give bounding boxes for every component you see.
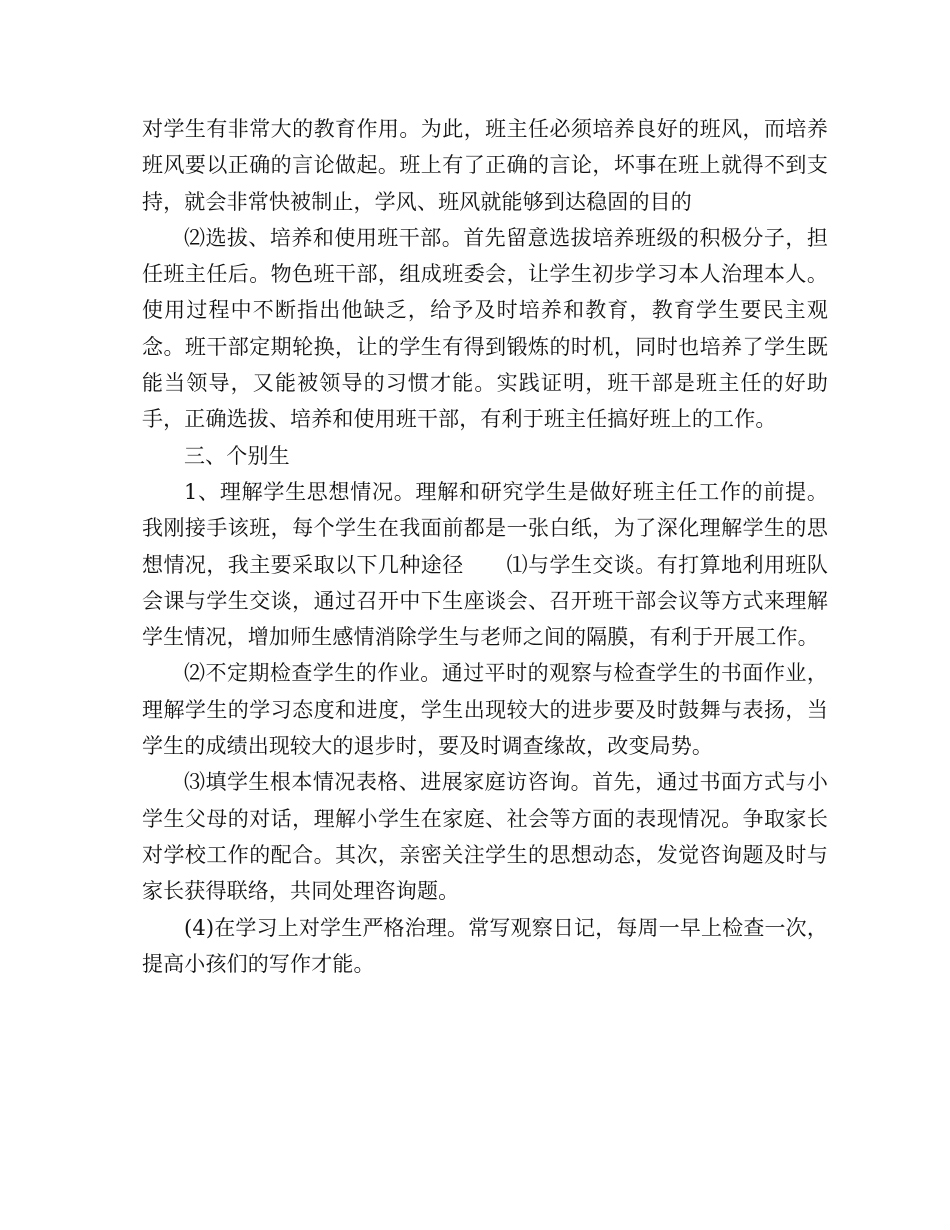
paragraph-class-atmosphere: 对学生有非常大的教育作用。为此，班主任必须培养良好的班风，而培养班风要以正确的言论做起。班上有了正确的言论，坏事在班上就得不到支持，就会非常快被制止，学风、班风就能够到达稳固的目的 <box>142 117 828 214</box>
paragraph-check-homework: ⑵不定期检查学生的作业。通过平时的观察与检查学生的书面作业，理解学生的学习态度和进度，学生出现较大的进步要及时鼓舞与表扬，当学生的成绩出现较大的退步时，要及时调查缘故，改变局势。 <box>142 661 828 759</box>
paragraph-class-cadres: ⑵选拔、培养和使用班干部。首先留意选拔培养班级的积极分子，担任班主任后。物色班干部，组成班委会，让学生初步学习本人治理本人。使用过程中不断指出他缺乏，给予及时培养和教育，教育学生要民主观念。班干部定期轮换，让的学生有得到锻炼的时机，同时也培养了学生既能当领导，又能被领导的习惯才能。实践证明，班干部是班主任的好助手，正确选拔、培养和使用班干部，有利于班主任搞好班上的工作。 <box>142 225 828 432</box>
paragraph-understand-students: 1、理解学生思想情况。理解和研究学生是做好班主任工作的前提。我刚接手该班，每个学生在我面前都是一张白纸，为了深化理解学生的思想情况，我主要采取以下几种途径 ⑴与学生交谈。有打算地利用班队会课与学生交谈，通过召开中下生座谈会、召开班干部会议等方式来理解学生情况，增加师生感情消除学生与老师之间的隔膜，有利于开展工作。 <box>142 479 828 650</box>
paragraph-home-visits: ⑶填学生根本情况表格、进展家庭访咨询。首先，通过书面方式与小学生父母的对话，理解小学生在家庭、社会等方面的表现情况。争取家长对学校工作的配合。其次，亲密关注学生的思想动态，发觉咨询题及时与家长获得联络，共同处理咨询题。 <box>142 770 828 904</box>
document-body <box>142 111 828 982</box>
section-heading-individual-students: 三、个别生 <box>184 443 290 468</box>
paragraph-strict-management: (4)在学习上对学生严格治理。常写观察日记，每周一早上检查一次，提高小孩们的写作才能。 <box>142 915 828 976</box>
